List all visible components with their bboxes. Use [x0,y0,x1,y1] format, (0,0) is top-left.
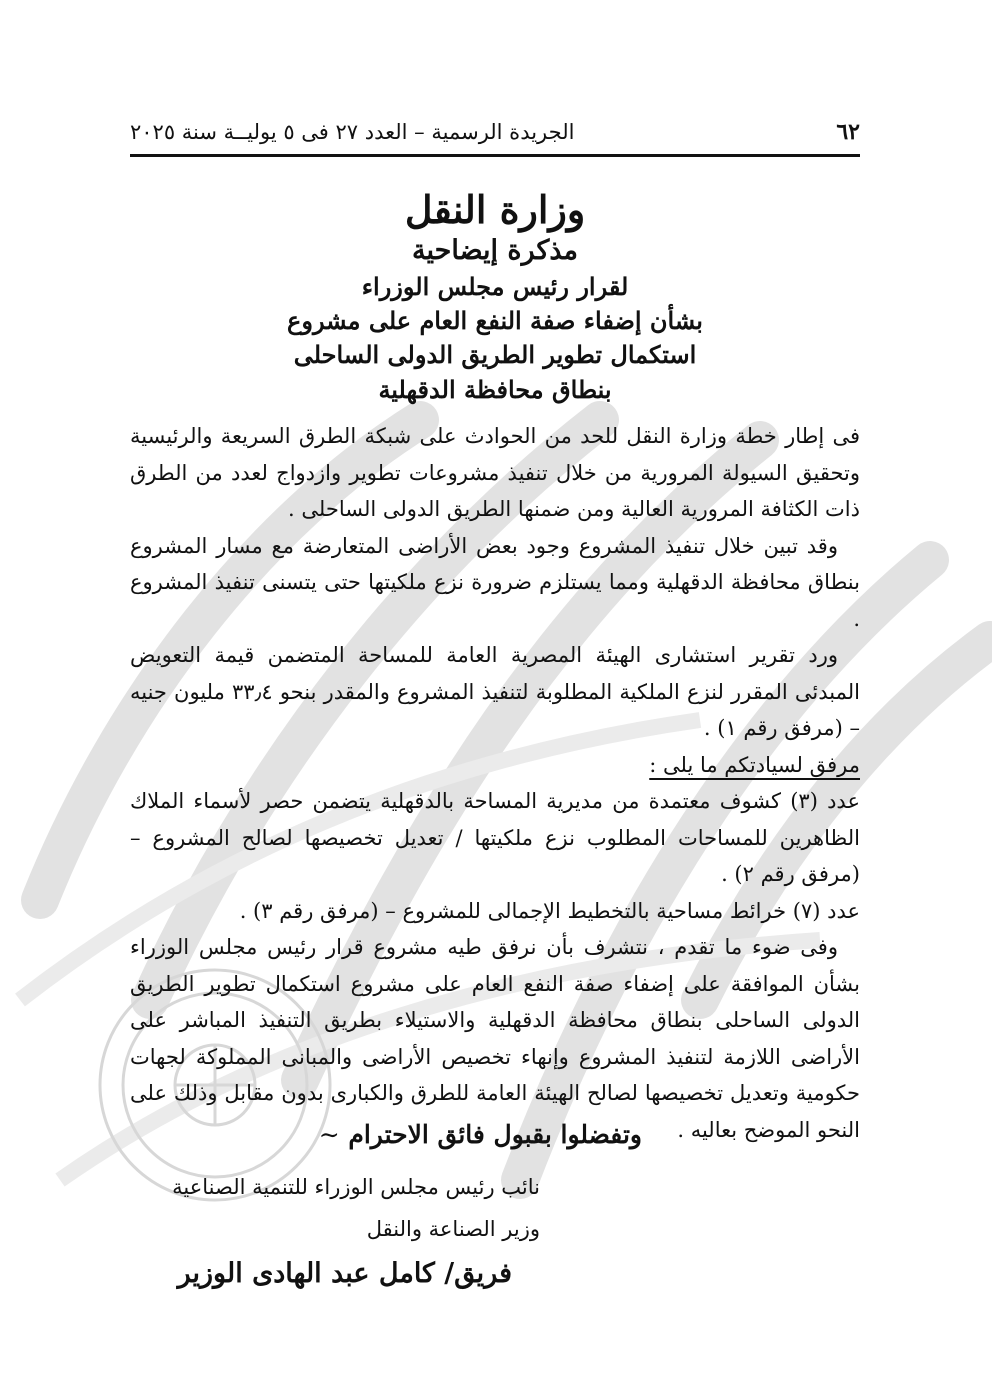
page-header [130,112,860,152]
header-divider [130,154,860,157]
attachment-1: عدد (٣) كشوف معتمدة من مديرية المساحة بالدقهلية يتضمن حصر لأسماء الملاك الظاهرين للمساحات المطلوب نزع ملكيتها / تعديل تخصيصها لصالح المشروع – (مرفق رقم ٢) . [130,789,860,886]
closing-line [319,1120,642,1149]
ministry-title: وزارة النقل [404,187,586,232]
subject-line-3: استكمال تطوير الطريق الدولى الساحلى [293,340,697,370]
subject-line-2: بشأن إضفاء صفة النفع العام على مشروع [287,306,703,335]
paragraph-1: فى إطار خطة وزارة النقل للحد من الحوادث على شبكة الطرق السريعة والرئيسية وتحقيق السيولة المرورية من خلال تنفيذ مشروعات تطوير وازدواج لعدد من الطرق ذات الكثافة المرورية العالية ومن ضمنها الطريق الدولى الساحلى . [130,424,860,521]
flourish-icon: ∽ [318,1120,340,1149]
subject-line-4: بنطاق محافظة الدقهلية [378,374,612,404]
gazette-line: الجريدة الرسمية – العدد ٢٧ فى ٥ يوليــة سنة ٢٠٢٥ [130,120,575,144]
attachments-heading: مرفق لسيادتكم ما يلى : [649,752,860,777]
signatory-title-2: وزير الصناعة والنقل [366,1217,540,1241]
memo-body [130,418,860,1148]
paragraph-2: وقد تبين خلال تنفيذ المشروع وجود بعض الأراضى المتعارضة مع مسار المشروع بنطاق محافظة الدقهلية ومما يستلزم ضرورة نزع ملكيتها حتى يتسنى تنفيذ المشروع . [130,533,860,631]
page-number: ٦٢ [836,119,860,145]
paragraph-3: ورد تقرير استشارى الهيئة المصرية العامة للمساحة المتضمن قيمة التعويض المبدئى المقرر لنزع الملكية المطلوبة لتنفيذ المشروع والمقدر بنحو ٣٣٫٤ مليون جنيه – (مرفق رقم ١) . [130,643,860,740]
paragraph-4: وفى ضوء ما تقدم ، نتشرف بأن نرفق طيه مشروع قرار رئيس مجلس الوزراء بشأن الموافقة على إضفاء صفة النفع العام على مشروع استكمال تطوير الطريق الدولى الساحلى بنطاق محافظة الدقهلية والاستيلاء بطريق التنفيذ المباشر على الأراضى اللازمة لتنفيذ المشروع وإنهاء تخصيص الأراضى والمبانى المملوكة لجهات حكومية وتعديل تخصيصها لصالح الهيئة العامة للطرق والكبارى بدون مقابل وذلك على النحو الموضح بعاليه . [130,935,860,1142]
closing-text: وتفضلوا بقبول فائق الاحترام [348,1120,642,1149]
signatory-title-1: نائب رئيس مجلس الوزراء للتنمية الصناعية [172,1175,540,1199]
subject-line-1: لقرار رئيس مجلس الوزراء [361,271,629,301]
attachments-heading-row [130,747,860,784]
signatory-name: فريق/ كامل عبد الهادى الوزير [177,1258,512,1289]
title-block [130,188,860,404]
attachment-2: عدد (٧) خرائط مساحية بالتخطيط الإجمالى للمشروع – (مرفق رقم ٣) . [239,898,860,923]
memo-title: مذكرة إيضاحية [412,234,578,266]
